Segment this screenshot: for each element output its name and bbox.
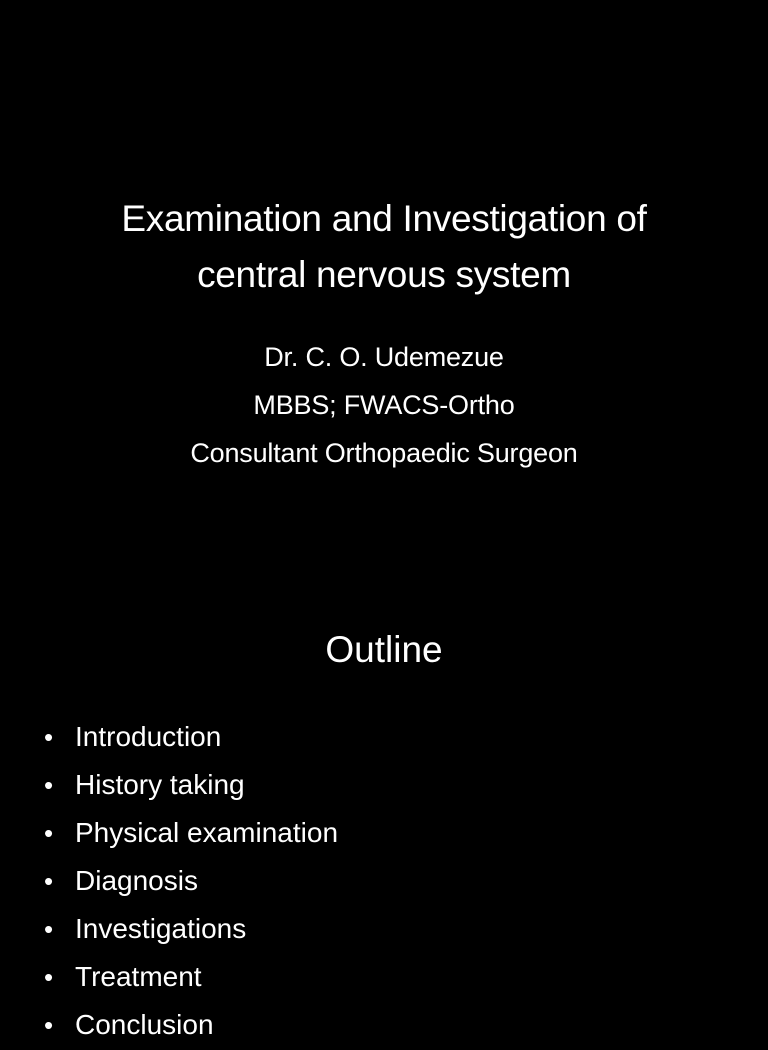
list-item-label: Treatment xyxy=(75,961,202,992)
author-position: Consultant Orthopaedic Surgeon xyxy=(190,438,578,468)
list-item xyxy=(44,714,338,762)
bullet-icon: • xyxy=(44,1010,54,1040)
bullet-icon: • xyxy=(44,818,54,848)
bullet-icon: • xyxy=(44,722,54,752)
list-item xyxy=(44,810,338,858)
list-item xyxy=(44,762,338,810)
list-item xyxy=(44,1002,338,1050)
title-line: Examination and Investigation of xyxy=(121,198,647,239)
outline-heading: Outline xyxy=(325,629,443,670)
list-item-label: History taking xyxy=(75,769,245,800)
outline-list xyxy=(44,714,338,1050)
author-name: Dr. C. O. Udemezue xyxy=(264,342,504,372)
list-item-label: Investigations xyxy=(75,913,247,944)
bullet-icon: • xyxy=(44,962,54,992)
list-item-label: Introduction xyxy=(75,721,222,752)
title-line: central nervous system xyxy=(197,254,571,295)
list-item xyxy=(44,906,338,954)
outline-slide xyxy=(0,576,768,1040)
list-item xyxy=(44,858,338,906)
list-item xyxy=(44,954,338,1002)
bullet-icon: • xyxy=(44,866,54,896)
bullet-icon: • xyxy=(44,770,54,800)
author-qualifications: MBBS; FWACS-Ortho xyxy=(253,390,515,420)
list-item-label: Physical examination xyxy=(75,817,339,848)
author-info xyxy=(40,333,728,477)
presentation-title xyxy=(40,191,728,303)
bullet-icon: • xyxy=(44,914,54,944)
list-item-label: Diagnosis xyxy=(75,865,198,896)
list-item-label: Conclusion xyxy=(75,1009,214,1040)
